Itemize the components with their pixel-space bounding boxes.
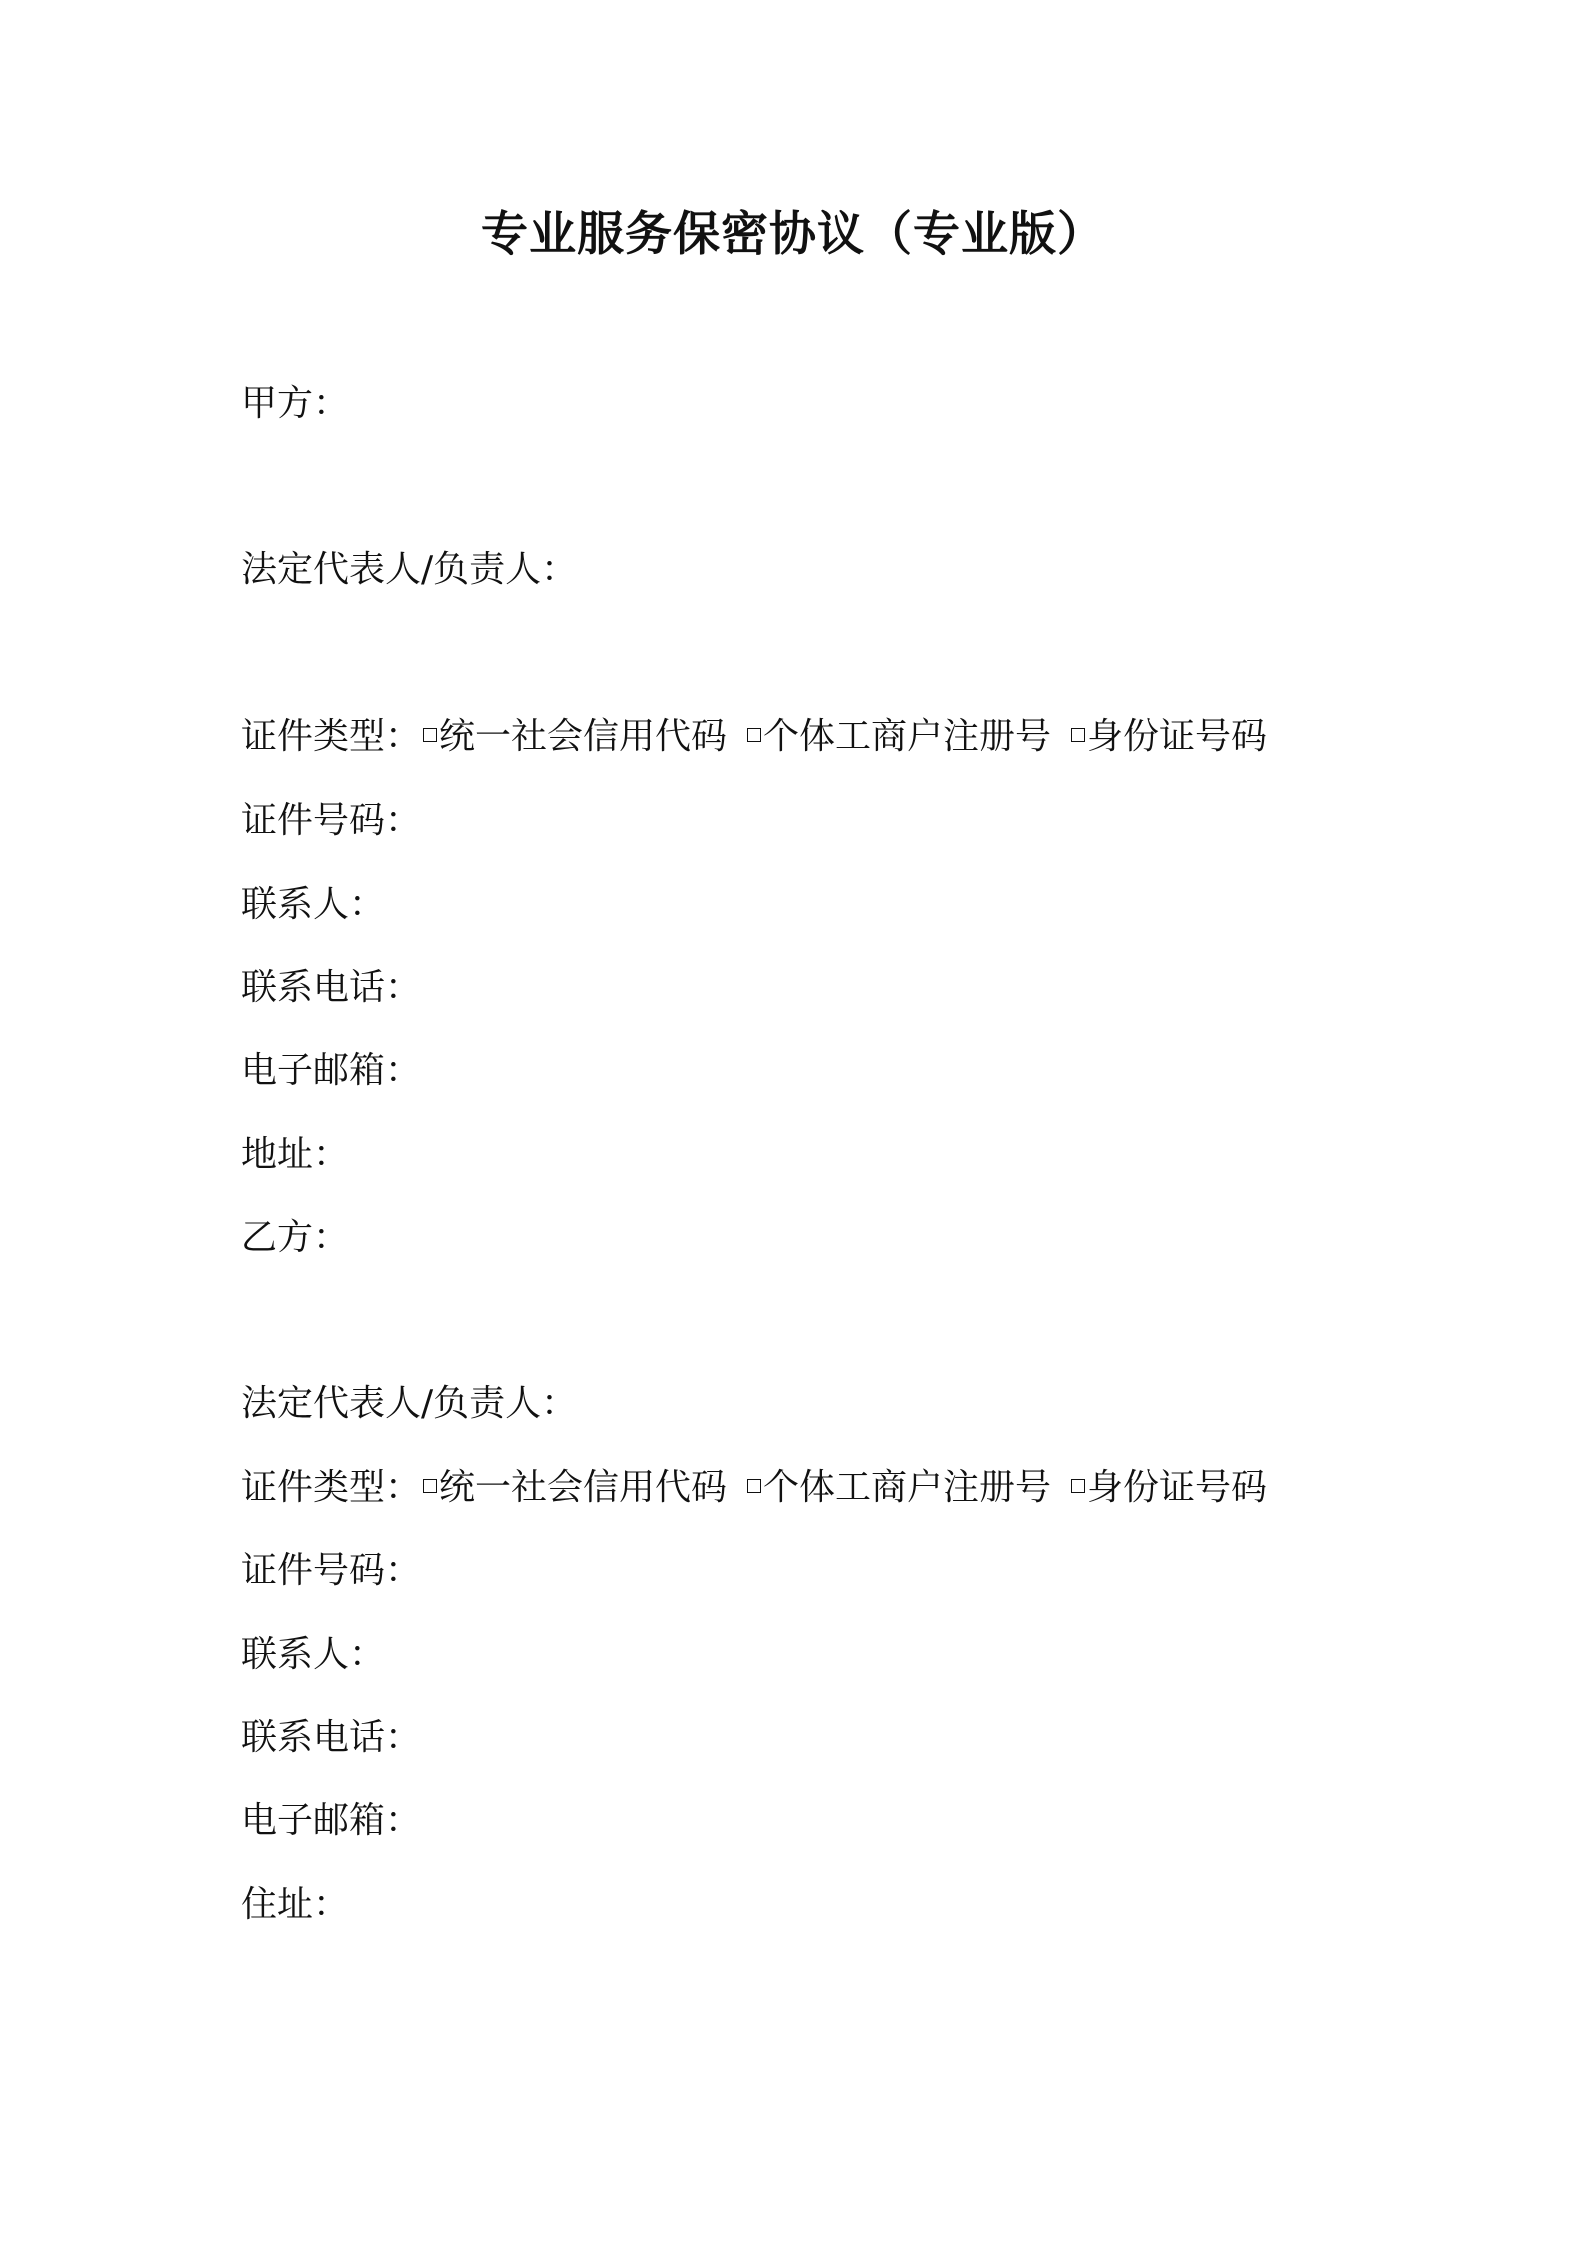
party-a-id-option-business-reg[interactable]: 个体工商户注册号 xyxy=(745,713,1051,761)
party-b-legal-rep-label: 法定代表人/负责人： xyxy=(241,1383,578,1424)
checkbox-icon[interactable] xyxy=(747,1479,761,1493)
party-b-contact-phone-label: 联系电话： xyxy=(241,1717,422,1758)
party-a-address-label: 地址： xyxy=(241,1134,350,1175)
party-a-id-type-label: 证件类型： xyxy=(241,716,422,757)
party-a-contact-person-label: 联系人： xyxy=(241,884,386,925)
party-a-id-option-id-card[interactable]: 身份证号码 xyxy=(1069,713,1267,761)
party-a-legal-rep-label: 法定代表人/负责人： xyxy=(241,549,578,590)
party-a-id-type-row xyxy=(241,713,1267,761)
document-title: 专业服务保密协议（专业版） xyxy=(481,207,1105,262)
checkbox-icon[interactable] xyxy=(423,728,437,742)
party-b-id-option-id-card[interactable]: 身份证号码 xyxy=(1069,1464,1267,1512)
party-b-id-type-label: 证件类型： xyxy=(241,1467,422,1508)
party-a-id-option-credit-code[interactable]: 统一社会信用代码 xyxy=(421,713,727,761)
party-b-label: 乙方： xyxy=(241,1217,350,1258)
party-a-email-label: 电子邮箱： xyxy=(241,1050,422,1091)
party-a-contact-phone-label: 联系电话： xyxy=(241,967,422,1008)
party-b-id-option-business-reg[interactable]: 个体工商户注册号 xyxy=(745,1464,1051,1512)
party-b-address-label: 住址： xyxy=(241,1884,350,1925)
party-b-contact-person-label: 联系人： xyxy=(241,1634,386,1675)
party-a-id-number-label: 证件号码： xyxy=(241,800,422,841)
party-a-label: 甲方： xyxy=(241,383,350,424)
checkbox-icon[interactable] xyxy=(747,728,761,742)
party-b-email-label: 电子邮箱： xyxy=(241,1800,422,1841)
checkbox-icon[interactable] xyxy=(1071,728,1085,742)
checkbox-icon[interactable] xyxy=(1071,1479,1085,1493)
checkbox-icon[interactable] xyxy=(423,1479,437,1493)
party-b-id-option-credit-code[interactable]: 统一社会信用代码 xyxy=(421,1464,727,1512)
party-b-id-number-label: 证件号码： xyxy=(241,1550,422,1591)
party-b-id-type-row xyxy=(241,1464,1267,1512)
